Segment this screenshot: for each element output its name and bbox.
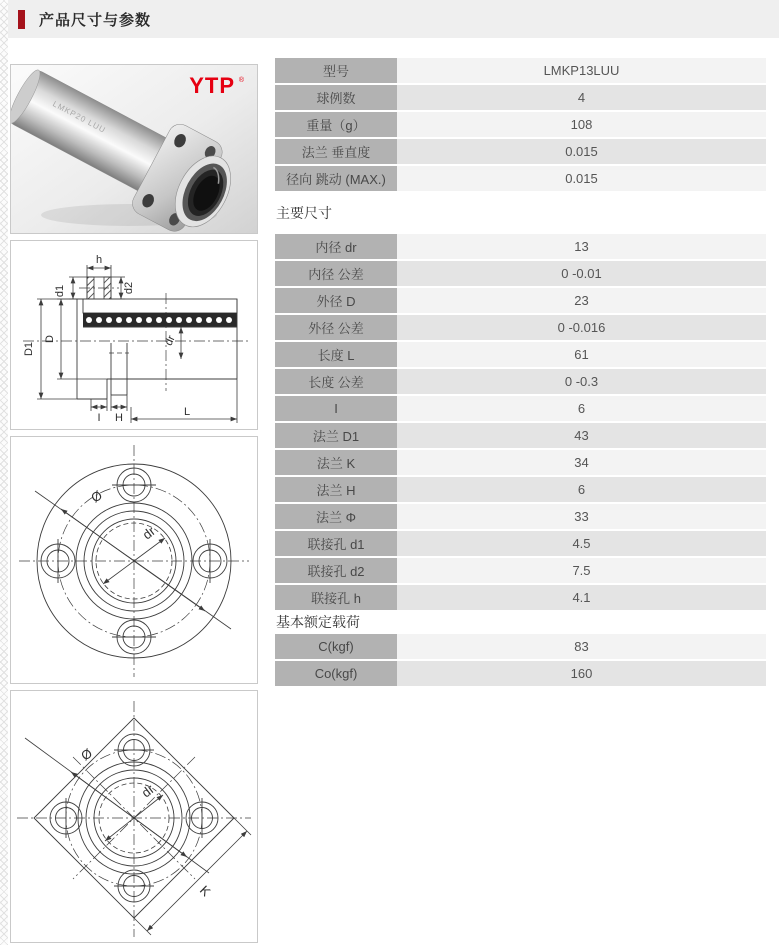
dim-label-H: H	[115, 412, 123, 424]
spec-row	[275, 634, 766, 659]
dim-label-d1: d1	[54, 284, 66, 298]
dim-label-L: L	[183, 406, 191, 418]
image-gallery	[10, 64, 258, 945]
spec-label: 长度 L	[275, 342, 397, 367]
spec-value: 0 -0.016	[397, 315, 766, 340]
spec-value: 160	[397, 661, 766, 686]
spec-row	[275, 58, 766, 83]
spec-row	[275, 261, 766, 286]
dim-label-dr: dr	[139, 523, 158, 543]
spec-panel	[275, 58, 766, 688]
spec-value: 6	[397, 477, 766, 502]
dim-label-K: K	[196, 882, 214, 900]
dim-label-d2: d2	[123, 281, 135, 295]
dim-label-dr: dr	[162, 333, 178, 348]
engraved-model-text: LMKP20 LUU	[51, 99, 108, 135]
dim-label-D: D	[44, 335, 56, 343]
spec-row	[275, 315, 766, 340]
spec-value: 7.5	[397, 558, 766, 583]
ytp-logo-registered-mark: ®	[238, 77, 244, 84]
load-table	[275, 634, 766, 686]
spec-label: C(kgf)	[275, 634, 397, 659]
spec-row	[275, 342, 766, 367]
spec-label: 型号	[275, 58, 397, 83]
dim-label-D1: D1	[23, 341, 35, 357]
spec-label: 重量（g）	[275, 112, 397, 137]
spec-row	[275, 166, 766, 191]
spec-label: 外径 公差	[275, 315, 397, 340]
spec-value: 4	[397, 85, 766, 110]
spec-row	[275, 531, 766, 556]
spec-row	[275, 450, 766, 475]
spec-value: 0 -0.01	[397, 261, 766, 286]
spec-label: 径向 跳动 (MAX.)	[275, 166, 397, 191]
spec-label: 联接孔 h	[275, 585, 397, 610]
spec-row	[275, 369, 766, 394]
section-title-load: 基本额定载荷	[276, 614, 360, 630]
spec-value: 43	[397, 423, 766, 448]
spec-row	[275, 504, 766, 529]
drawing-section-view	[10, 240, 258, 430]
spec-label: 长度 公差	[275, 369, 397, 394]
spec-row	[275, 558, 766, 583]
dim-label-diameter: Ø	[88, 487, 106, 506]
spec-label: 法兰 H	[275, 477, 397, 502]
section-title-dimensions: 主要尺寸	[276, 205, 332, 221]
spec-row	[275, 423, 766, 448]
spec-value: 23	[397, 288, 766, 313]
spec-value: 13	[397, 234, 766, 259]
spec-value: 108	[397, 112, 766, 137]
spec-value: 0.015	[397, 166, 766, 191]
spec-value: 0.015	[397, 139, 766, 164]
product-photo	[10, 64, 258, 234]
basic-spec-table	[275, 58, 766, 191]
spec-label: 联接孔 d2	[275, 558, 397, 583]
spec-label: Co(kgf)	[275, 661, 397, 686]
dim-label-diameter: Ø	[78, 745, 96, 764]
spec-value: 83	[397, 634, 766, 659]
spec-value: LMKP13LUU	[397, 58, 766, 83]
spec-value: 33	[397, 504, 766, 529]
spec-label: 法兰 Φ	[275, 504, 397, 529]
page-title: 产品尺寸与参数	[39, 11, 152, 29]
spec-label: 内径 dr	[275, 234, 397, 259]
ytp-logo: YTP	[189, 73, 235, 98]
dimensions-table	[275, 234, 766, 610]
spec-row	[275, 585, 766, 610]
spec-label: 法兰 垂直度	[275, 139, 397, 164]
spec-label: 法兰 K	[275, 450, 397, 475]
dim-label-dr: dr	[138, 781, 157, 801]
spec-row	[275, 661, 766, 686]
spec-value: 0 -0.3	[397, 369, 766, 394]
left-hatch-border	[0, 0, 8, 945]
spec-label: 联接孔 d1	[275, 531, 397, 556]
dim-label-h: h	[95, 254, 103, 266]
spec-value: 61	[397, 342, 766, 367]
spec-value: 4.5	[397, 531, 766, 556]
spec-row	[275, 234, 766, 259]
dim-label-I: I	[97, 412, 101, 424]
spec-label: 法兰 D1	[275, 423, 397, 448]
spec-row	[275, 112, 766, 137]
spec-row	[275, 477, 766, 502]
spec-label: 球例数	[275, 85, 397, 110]
spec-row	[275, 139, 766, 164]
spec-row	[275, 396, 766, 421]
drawing-square-flange	[10, 690, 258, 943]
spec-label: I	[275, 396, 397, 421]
spec-label: 外径 D	[275, 288, 397, 313]
red-accent-bar	[18, 10, 25, 29]
section-header	[8, 0, 779, 38]
spec-value: 4.1	[397, 585, 766, 610]
drawing-round-flange	[10, 436, 258, 684]
spec-row	[275, 85, 766, 110]
spec-value: 34	[397, 450, 766, 475]
spec-label: 内径 公差	[275, 261, 397, 286]
spec-row	[275, 288, 766, 313]
spec-value: 6	[397, 396, 766, 421]
